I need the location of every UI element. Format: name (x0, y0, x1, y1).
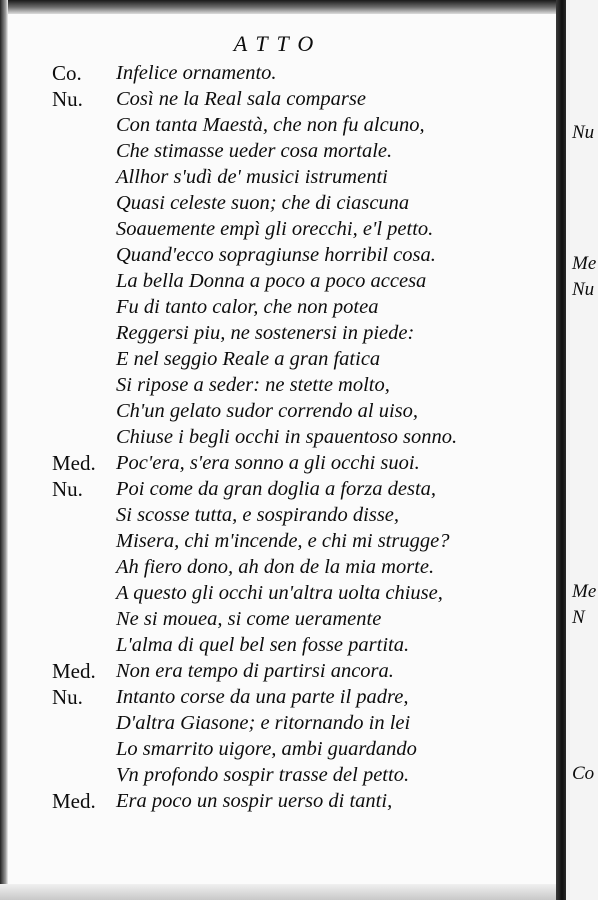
verse-line (0, 658, 556, 684)
verse-line (0, 502, 556, 528)
verse-line (0, 424, 556, 450)
facing-page-fragment: Nu (572, 279, 595, 300)
facing-page-fragment: Me (572, 253, 597, 274)
verse-line (0, 684, 556, 710)
verse-line (0, 190, 556, 216)
verse-text: Così ne la Real sala comparse (116, 88, 366, 110)
verse-text: Reggersi piu, ne sostenersi in piede: (116, 322, 415, 344)
verse-line (0, 346, 556, 372)
verse-line (0, 710, 556, 736)
page-top-edge (0, 0, 556, 14)
verse-text: Soauemente empì gli orecchi, e'l petto. (116, 218, 434, 240)
verse-line (0, 112, 556, 138)
verse-line (0, 398, 556, 424)
verse-text: Ah fiero dono, ah don de la mia morte. (116, 556, 435, 578)
verse-line (0, 60, 556, 86)
verse-text: Ch'un gelato sudor correndo al uiso, (116, 400, 419, 422)
verse-text: Con tanta Maestà, che non fu alcuno, (116, 114, 425, 136)
verse-line (0, 242, 556, 268)
verse-text: Fu di tanto calor, che non potea (116, 296, 379, 318)
verse-text: Quand'ecco sopragiunse horribil cosa. (116, 244, 436, 266)
verse-line (0, 320, 556, 346)
verse-text: Ne si mouea, si come ueramente (116, 608, 382, 630)
speaker-label: Nu. (52, 685, 83, 709)
verse-text: Chiuse i begli occhi in spauentoso sonno. (116, 426, 458, 448)
verse-line (0, 528, 556, 554)
verse-text: A questo gli occhi un'altra uolta chiuse, (116, 582, 443, 604)
verse-text: L'alma di quel bel sen fosse partita. (116, 634, 410, 656)
verse-text: Infelice ornamento. (116, 62, 277, 84)
facing-page-fragment: Me (572, 581, 597, 602)
speaker-label: Med. (52, 451, 96, 475)
verse-text: Non era tempo di partirsi ancora. (116, 660, 394, 682)
speaker-label: Co. (52, 61, 82, 85)
verse-line (0, 164, 556, 190)
verse-text: Che stimasse ueder cosa mortale. (116, 140, 393, 162)
verse-line (0, 268, 556, 294)
verse-text: Vn profondo sospir trasse del petto. (116, 764, 410, 786)
verse-line (0, 554, 556, 580)
verse-text: Misera, chi m'incende, e chi mi strugge? (116, 530, 450, 552)
verse-text: Poi come da gran doglia a forza desta, (116, 478, 437, 500)
verse-text: Si scosse tutta, e sospirando disse, (116, 504, 400, 526)
verse-text: Lo smarrito uigore, ambi guardando (116, 738, 417, 760)
verse-line (0, 372, 556, 398)
verse-line (0, 580, 556, 606)
verse-text: D'altra Giasone; e ritornando in lei (116, 712, 411, 734)
verse-text: La bella Donna a poco a poco accesa (116, 270, 427, 292)
verse-line (0, 736, 556, 762)
verse-line (0, 632, 556, 658)
verse-text: Intanto corse da una parte il padre, (116, 686, 409, 708)
verse-text: Poc'era, s'era sonno a gli occhi suoi. (116, 452, 420, 474)
speaker-label: Med. (52, 659, 96, 683)
speaker-label: Nu. (52, 87, 83, 111)
verse-text: Allhor s'udì de' musici istrumenti (116, 166, 388, 188)
book-binding (556, 0, 566, 900)
facing-page (566, 0, 598, 900)
verse-line (0, 788, 556, 814)
verse-line (0, 138, 556, 164)
page-bottom-edge (0, 884, 556, 900)
verse-text: E nel seggio Reale a gran fatica (116, 348, 381, 370)
verse-line (0, 294, 556, 320)
verse-line (0, 606, 556, 632)
verse-line (0, 476, 556, 502)
verse-line (0, 762, 556, 788)
facing-page-fragment: Co (572, 763, 595, 784)
verse-text: Quasi celeste suon; che di ciascuna (116, 192, 410, 214)
speaker-label: Nu. (52, 477, 83, 501)
facing-page-fragment: N (572, 607, 585, 628)
speaker-label: Med. (52, 789, 96, 813)
verse-line (0, 450, 556, 476)
verse-line (0, 86, 556, 112)
verse-line (0, 216, 556, 242)
facing-page-fragment: Nu (572, 122, 595, 143)
verse-text: Era poco un sospir uerso di tanti, (116, 790, 393, 812)
verse-text: Si ripose a seder: ne stette molto, (116, 374, 390, 396)
running-head: ATTO (233, 31, 323, 56)
